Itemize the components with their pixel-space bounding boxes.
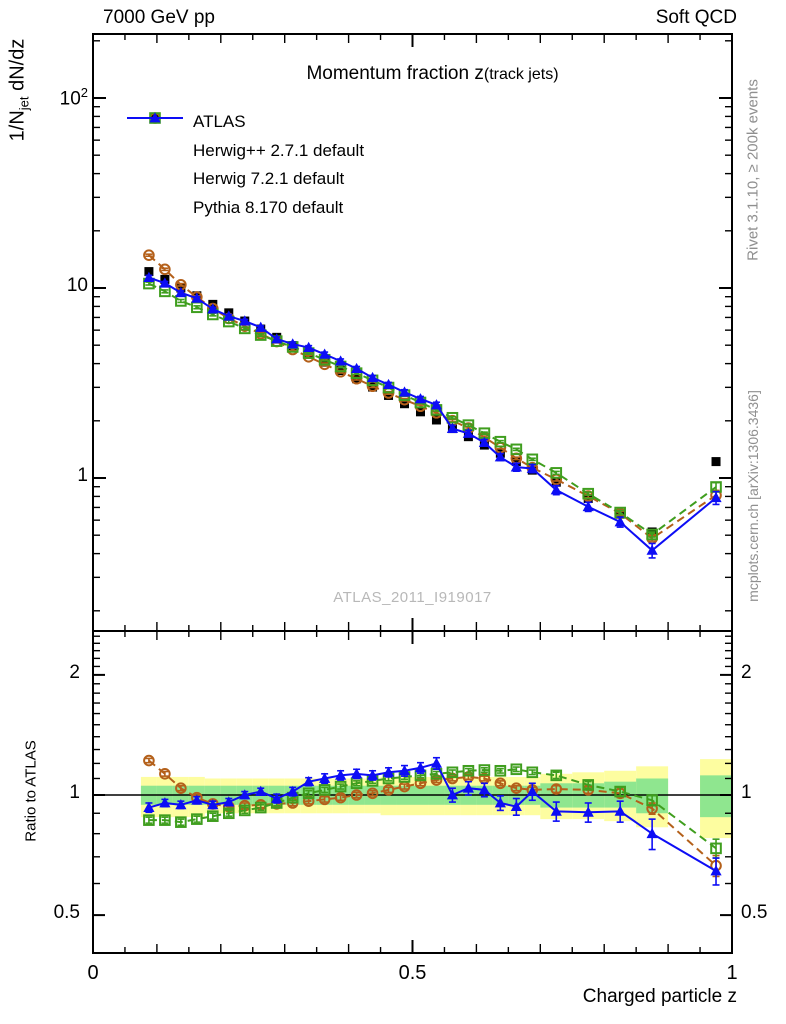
data-point-triangle-filled [431, 758, 442, 768]
uncertainty-band-green [700, 775, 732, 817]
plot-title-qualifier: (track jets) [483, 66, 559, 83]
main-y-tick-label: $10^2$ [59, 85, 88, 110]
legend-label-herwig7: Herwig 7.2.1 default [193, 169, 345, 189]
plot-title-main: Momentum fraction z [306, 63, 484, 84]
ratio-y-tick-label-right: 2 [741, 661, 752, 683]
legend-sample-graphic [126, 108, 184, 128]
beam-energy-label: 7000 GeV pp [103, 7, 215, 28]
analysis-id-watermark: ATLAS_2011_I919017 [333, 589, 492, 606]
data-point-triangle-filled [351, 768, 362, 778]
ratio-y-tick-label-left: 1 [69, 782, 80, 803]
ratio-y-tick-label-left: 0.5 [53, 902, 80, 924]
series-1-main [144, 250, 721, 543]
ratio-y-tick-label-right: 0.5 [741, 902, 768, 924]
data-point-square-filled [712, 457, 721, 466]
rivet-version-label: Rivet 3.1.10, ≥ 200k events [744, 79, 762, 261]
x-tick-label: 1 [726, 962, 738, 984]
series-atlas-main [144, 267, 720, 536]
x-tick-label: 0 [87, 962, 99, 984]
ratio-y-tick-label-right: 1 [741, 782, 752, 803]
legend [126, 108, 364, 222]
ratio-y-axis-label: Ratio to ATLAS [22, 740, 40, 842]
main-y-tick-label: 1 [77, 465, 88, 486]
main-y-tick-label: 10 [66, 275, 88, 296]
legend-item-pythia [126, 194, 364, 223]
y-label-suffix: dN/dz [6, 38, 29, 97]
series-line-main [149, 255, 716, 538]
legend-label-pythia: Pythia 8.170 default [193, 197, 344, 217]
legend-label-herwigpp: Herwig++ 2.7.1 default [193, 140, 365, 160]
mcplots-reference-label: mcplots.cern.ch [arXiv:1306.3436] [745, 390, 761, 602]
legend-item-herwigpp [126, 137, 364, 166]
legend-item-herwig7 [126, 165, 364, 194]
legend-marker-herwig7 [126, 169, 184, 189]
y-label-subscript: jet [16, 96, 32, 111]
legend-marker-herwigpp [126, 141, 184, 161]
x-axis-label: Charged particle z [582, 986, 737, 1007]
legend-marker-pythia [126, 198, 184, 218]
legend-label-atlas: ATLAS [193, 112, 246, 132]
data-point-triangle-filled [647, 828, 658, 838]
ratio-y-tick-label-left: 2 [69, 661, 80, 683]
x-tick-label: 0.5 [398, 962, 427, 984]
y-label-prefix: 1/N [6, 110, 29, 142]
process-group-label: Soft QCD [655, 7, 737, 28]
plot-title [113, 63, 752, 85]
